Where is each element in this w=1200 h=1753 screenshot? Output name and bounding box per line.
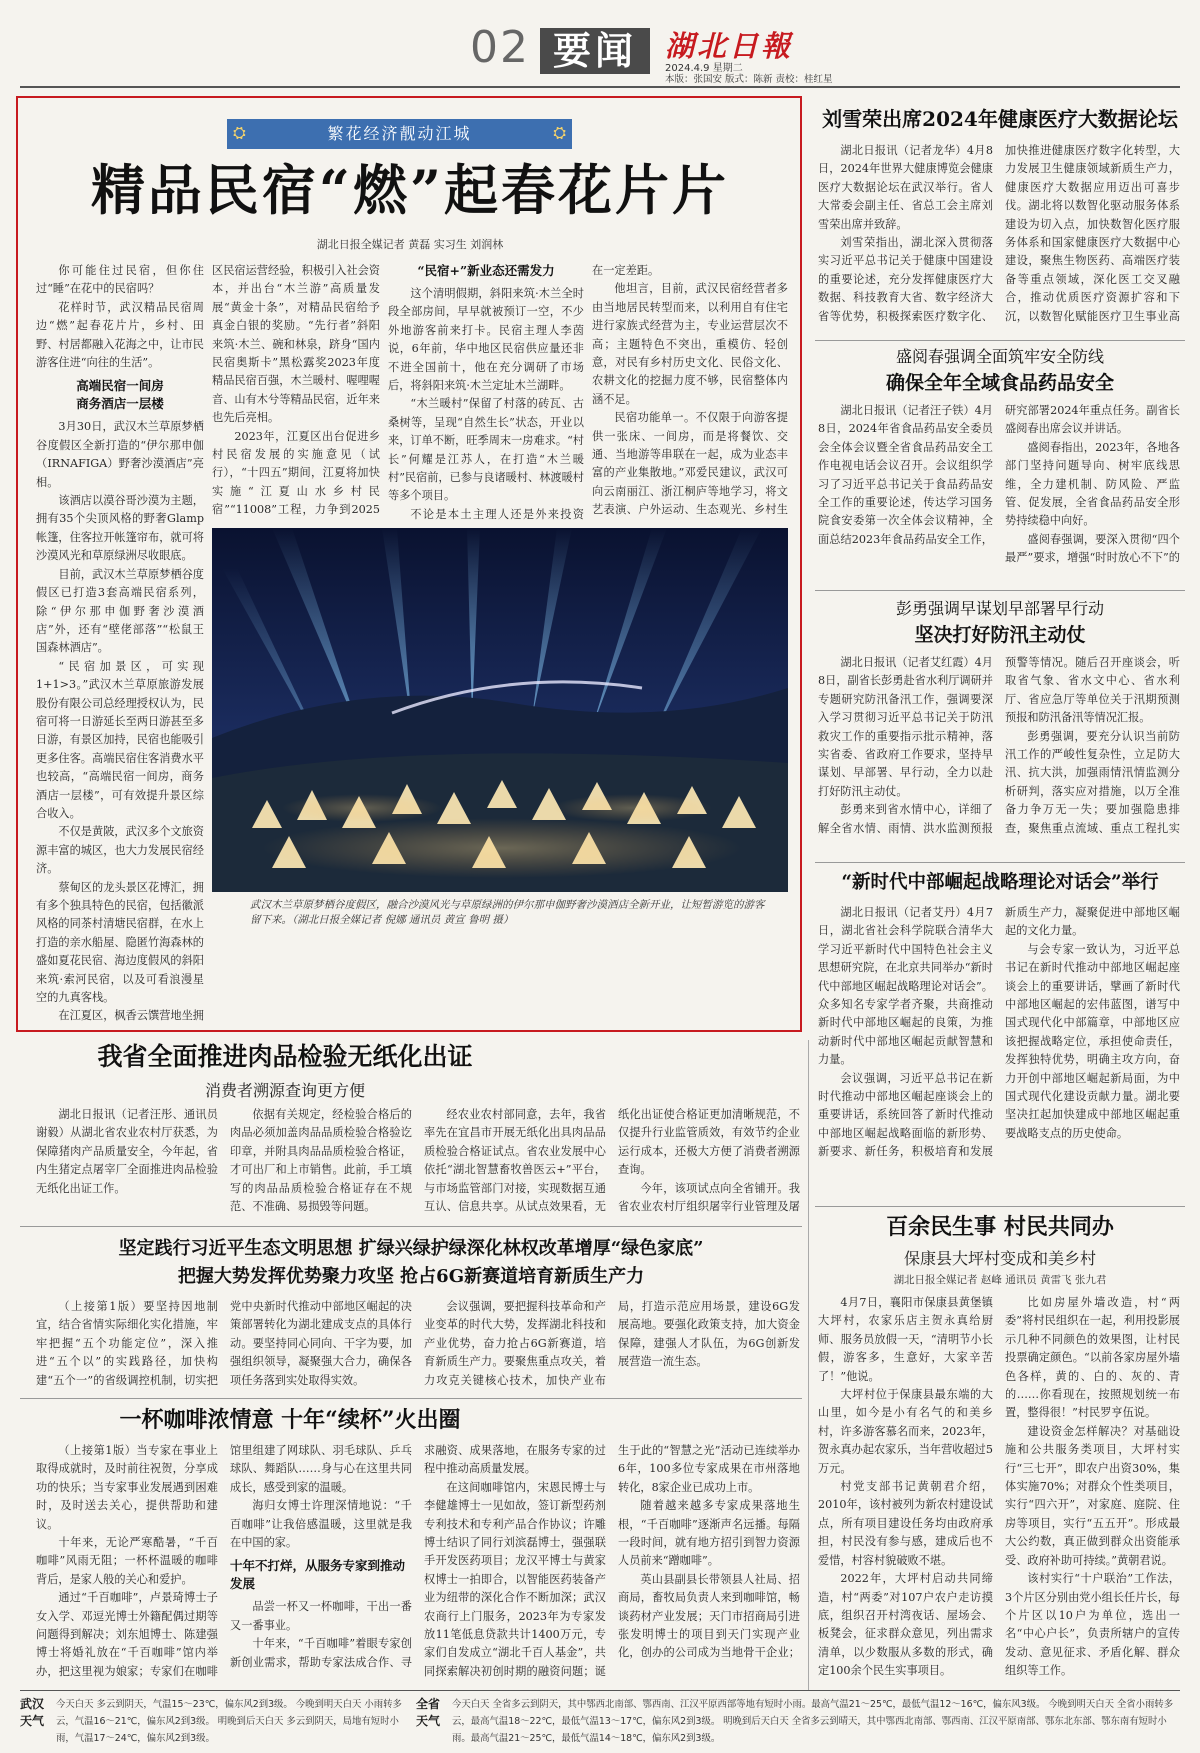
paragraph: 区民宿运营经验，积极引入社会资本，并出台“木兰游”高质量发展“黄金十条”，对精品民宿给予真金白银的奖励。“先行者”斜阳来筑·木兰、碗和林泉，跻身“国内民宿奥斯卡”黑松露奖2023年度精品民宿百强，木兰暖村、喔哩喔音、山有木兮等精品民宿，近年来也先后亮相。 [212, 264, 380, 425]
paragraph: 英山县副县长带领县人社局、招商局，畜牧局负责人来到咖啡馆，畅谈药材产业发展；天门市招商局引进张发明博士的项目到天门实现产业化，创办的公司成为当地骨干企业； [618, 1572, 800, 1660]
divider [815, 590, 1185, 591]
village-subtitle: 保康县大坪村变成和美乡村 [903, 1249, 1096, 1268]
eco-body [36, 1298, 800, 1392]
paragraph: 湖北日报讯（记者龙华）4月8日，2024年世界大健康博览会健康医疗大数据论坛在武汉举行。省人大常委会副主任、省总工会主席刘雪荣出席并致辞。 [818, 144, 993, 231]
paragraph: 会议强调，习近平总书记在新时代推动中部地区崛起座谈会上的重要讲话，系统回答了新时代推动中部地区崛起战略面临的新形势、新要求、新任务，积极培育和发展新质生产力，凝聚促进中部地区崛起的文化力量。 [818, 906, 1180, 1159]
paper-logo: 湖北日報 [665, 29, 794, 63]
kicker-text: 繁花经济靓动江城 [327, 124, 472, 143]
page-number: 02 [470, 22, 530, 73]
pavilion-icon: ⛭ [553, 123, 566, 142]
paragraph: 会议强调，要把握科技革命和产业变革的时代大势，发挥湖北科技和产业优势，奋力抢占6G新赛道，培育新质生产力。要聚焦重点攻关，着力攻克关键核心技术，加快产业布局，打造示范应用场景，建设6G发展高地。要强化政策支持，加大资金保障，建强人才队伍，为6G创新发展营造一流生态。 [424, 1300, 800, 1387]
paragraph: 湖北日报讯（记者艾红霞）4月8日，副省长彭勇赴省水利厅调研并专题研究防汛备汛工作，强调要深入学习贯彻习近平总书记关于防汛救灾工作的重要指示批示精神，落实省委、省政府工作要求，坚持早谋划、早部署、早行动，全力以赴打好防汛主动仗。 [818, 656, 993, 798]
paragraph: 刘雪荣指出，湖北深入贯彻落实习近平总书记关于健康中国建设的重要论述，充分发挥健康医疗大数据、科技教育大省、数字经济大省等优势，积极探索医疗数字化、加快推进健康医疗数字化转型，大力发展卫生健康领域新质生产力，健康医疗大数据应用迈出可喜步伐。湖北将以数智化驱动服务体系建设为切入点，加快数智化医疗服务体系和国家健康医疗大数据中心建设，聚焦生物医药、高端医疗装备等重点领域，深化医工交叉融合，推动优质医疗资源扩容和下沉，以数智化赋能医疗卫生事业高 [818, 144, 1180, 323]
coffee-body [36, 1442, 800, 1682]
paragraph: 该酒店以漠谷哥沙漠为主题，拥有35个尖顶风格的野奢Glamp帐篷，住客拉开帐篷帘布，就可将沙漠风光和草原绿洲尽收眼底。 [36, 494, 204, 563]
right3-body [818, 654, 1180, 856]
paragraph: 彭勇来到省水情中心，详细了解全省水情、雨情、洪水监测预报预警等情况。随后召开座谈会，听取省气象、省水文中心、省水利厅、省应急厅等单位关于汛期预测预报和防汛备汛等情况汇报。 [818, 656, 1180, 835]
paragraph: 通过“千百咖啡”，卢景琦博士子女入学、邓逗光博士外籍配偶过期等问题得到解决；刘东旭博士、陈建强博士将婚礼放在“千百咖啡”馆内举办，把这里视为娘家；专家们在咖啡馆里组建了网球队、羽毛球队、乒乓球队、舞蹈队……身与心在这里共同成长，感受到家的温暖。 [36, 1444, 412, 1678]
paragraph: 他坦言，目前，武汉民宿经营者多由当地居民转型而来，以利用自有住宅进行家族式经营为主，专业运营层次不高；主题特色不突出，重模仿、轻创意，对民有乡村历史文化、民俗文化、农耕文化的挖掘力度不够，民宿整体内涵不足。 [592, 282, 788, 406]
wuhan-weather-label: 武汉 天气 [20, 1697, 45, 1728]
meat-title: 我省全面推进肉品检验无纸化出证 [97, 1042, 473, 1071]
paragraph: 你可能住过民宿，但你住过“睡”在花中的民宿吗？ [36, 264, 204, 296]
kicker-banner [227, 119, 572, 149]
paragraph: 目前，武汉木兰草原梦栖谷度假区已打造3套高端民宿系列，除“伊尔那申伽野奢沙漠酒店”外，还有“壁佬部落”“松鼠王国森林酒店”。 [36, 567, 204, 655]
village-byline: 湖北日报全媒记者 赵峰 通讯员 黄雷飞 张九君 [893, 1274, 1107, 1286]
eco-title-2: 把握大势发挥优势聚力攻坚 抢占6G新赛道培育新质生产力 [177, 1266, 645, 1287]
subhead: 高端民宿一间房 商务酒店一层楼 [76, 378, 164, 412]
feature-byline: 湖北日报全媒记者 黄磊 实习生 刘润林 [316, 238, 504, 251]
right4-title: “新时代中部崛起战略理论对话会”举行 [841, 872, 1159, 893]
right1-title: 刘雪荣出席2024年健康医疗大数据论坛 [822, 107, 1178, 131]
feature-photo [212, 528, 788, 892]
pavilion-icon: ⛭ [233, 123, 246, 142]
meat-subtitle: 消费者溯源查询更方便 [204, 1081, 365, 1100]
paragraph: 不论是本土主理人还是外来投资 [410, 507, 584, 520]
weather-strip [20, 1694, 1180, 1748]
paragraph: 花样时节，武汉精品民宿周边“燃”起春花片片，乡村、田野、村居都融入花海之中，让市民游客住进“向往的生活”。 [36, 300, 204, 370]
paragraph: 不仅是黄陂，武汉多个文旅资源丰富的城区，也大力发展民宿经济。 [36, 825, 204, 876]
divider [815, 1206, 1185, 1207]
right1-body [818, 142, 1180, 334]
paragraph: 品尝一杯又一杯咖啡，干出一番又一番事业。 [230, 1600, 412, 1632]
meat-body [36, 1106, 800, 1220]
paragraph: 3月30日，武汉木兰草原梦栖谷度假区全新打造的“伊尔那申伽（IRNAFIGA）野奢沙漠酒店”亮相。 [36, 420, 204, 489]
paragraph: 该村实行“十户联治”工作法，3个片区分别由党小组长任片长，每个片区以10户为单位，选出一名“中心户长”，负责所辖户的宣传发动、意见征求、矛盾化解、群众组织等工作。 [1005, 1572, 1180, 1678]
paragraph: （上接第1版）当专家在事业上取得成就时，及时前往祝贺，分享成功的快乐；当专家事业发展遇到困难时，及时送去关心，提供帮助和建议。 [36, 1444, 218, 1531]
masthead-rule [20, 86, 1180, 88]
feature-col3 [388, 262, 584, 520]
hubei-weather: 今天白天 全省多云到阴天，其中鄂西北南部、鄂西南、江汉平原西部等地有短时小雨。最高气温21～25℃，最低气温12～16℃，偏东风3级。 今晚到明天白天 全省小雨转多云，最高气温18～22℃，最低气温13～17℃，偏东风2到3级。 明晚到后天白天 全省多云到晴天，其中鄂西北南部、鄂西南、江汉平原南部、鄂东北东部、鄂东南有短时小雨。最高气温21～25℃，最低气温14～18℃，偏东风2到3级。 [452, 1699, 1174, 1744]
paragraph: “木兰暖村”保留了村落的砖瓦、古桑树等，呈现“自然生长”状态，开业以来，订单不断，旺季周末一房难求。“村长”何耀是江苏人，在打造“木兰暖村”民宿前，已参与良诸暖村、林渡暖村等多个项目。 [388, 397, 584, 503]
paragraph: 村党支部书记黄朝君介绍，2010年，该村被列为新农村建设试点，所有项目建设任务均由政府承担，村民没有参与感，建成后也不爱惜，村容村貌破败不堪。 [818, 1480, 993, 1567]
wuhan-weather: 今天白天 多云到阴天，气温15～23℃，偏东风2到3级。 今晚到明天白天 小雨转多云，气温16～21℃，偏东风2到3级。 明晚到后天白天 多云到阴天，局地有短时小雨，气温17～24℃，偏东风2到3级。 [56, 1699, 402, 1744]
paragraph: 与会专家一致认为，习近平总书记在新时代推动中部地区崛起座谈会上的重要讲话，擘画了新时代中部地区崛起的宏伟蓝图，谱写中国式现代化中部篇章，中部地区应该把握战略定位，承担使命责任，发挥独特优势，明确主攻方向，奋力开创中部地区崛起新局面，为中国式现代化建设贡献力量。湖北要坚决扛起加快建成中部地区崛起重要战略支点的历史使命。 [1005, 942, 1180, 1140]
right2-body [818, 402, 1180, 584]
paragraph: 在江夏区，枫香云馔营地坐拥 [58, 1009, 204, 1022]
paragraph: 比如房屋外墙改造，村“两委”将村民组织在一起，利用投影展示几种不同颜色的效果图，让村民投票确定颜色。“以前各家房屋外墙色各样，黄的、白的、灰的、青的……你看现在，按照规划统一布置，整得很！”村民罗亨伍说。 [1005, 1296, 1180, 1420]
paragraph: 湖北日报讯（记者汪子铁）4月8日，2024年省食品药品安全委员会全体会议暨全省食品药品安全工作电视电话会议召开。会议组织学习了习近平总书记关于食品药品安全工作的重要论述，传达学习国务院食安委第一次全体会议精神，全面总结2023年食品药品安全工作，研究部署2024年重点任务。副省长盛阅春出席会议并讲话。 [818, 404, 1180, 546]
subhead: “民宿+”新业态还需发力 [417, 263, 555, 278]
paragraph: 在这间咖啡馆内，宋恩民博士与李健雄博士一见如故，签订新型药剂专利技术和专利产品合作协议；许雕博士结识了同行刘滨磊博士，强强联手开发医药项目；龙汉平博士与黄家权博士一拍即合，以智能医药装备产业为纽带的深化合作不断加深；武汉农商行上门服务，2023年为专家发放11笔低息贷款共计1400万元，专家们自发成立“湖北千百人基金”，共同探索解决初创时期的融资问题；诞生于此的“智慧之光”活动已连续举办6年，100多位专家成果在市州落地转化，8家企业已成功上市。 [424, 1444, 800, 1678]
feature-col4 [592, 262, 788, 520]
photo-caption: 武汉木兰草原梦栖谷度假区，融合沙漠风光与草原绿洲的伊尔那申伽野奢沙漠酒店全新开业，让短暂游览的游客留下来。（湖北日报全媒记者 倪娜 通讯员 黄宣 鲁明 摄） [250, 899, 765, 926]
paragraph: 民宿功能单一。不仅限于向游客提供一张床、一间房，而是将餐饮、交通、当地游等串联在一起，成为业态丰富的产业集散地。”邓爱民建议，武汉可向云南丽江、浙江桐庐等地学习，将文艺表演、户外运动、生态观光、乡村生 [592, 411, 788, 517]
paragraph: 大坪村位于保康县最东端的大山里，如今是小有名气的和美乡村，许多游客慕名而来，2023年，贺永真办起农家乐，当年营收超过5万元。 [818, 1388, 993, 1475]
paragraph: 盛阅春强调，要深入贯彻“四个最严”要求，增强“时时放心不下”的 [1005, 532, 1180, 565]
paragraph: 依据有关规定，经检验合格后的肉品必须加盖肉品品质检验合格验讫印章，并附具肉品品质检验合格证，才可出厂和上市销售。此前，手工填写的肉品品质检验合格证存在不规范、不准确、易损毁等问题。 [230, 1108, 412, 1214]
paragraph: 这个清明假期，斜阳来筑·木兰全时段全部房间，早早就被预订一空，不少外地游客前来打卡。民宿主理人李茵说，6年前，华中地区民宿供应量还非不进全国前十，他在充分调研了市场后，将斜阳来筑·木兰定址木兰湖畔。 [388, 287, 584, 393]
subhead: 十年不打烊，从服务专家到推动发展 [230, 1558, 406, 1592]
divider [815, 340, 1185, 341]
paragraph: 今年，该项试点向全省铺开。我省农业农村厅组织屠宰行业管理及屠 [618, 1181, 800, 1214]
issue-date: 2024.4.9 星期二 [665, 63, 743, 74]
paragraph: 海归女博士许理深情地说：“千百咖啡”让我倍感温暖，这里就是我在中国的家。 [230, 1499, 412, 1550]
right4-body [818, 904, 1180, 1200]
paragraph: 蔡甸区的龙头景区花博汇，拥有多个独具特色的民宿，包括徽派风格的同茶村清塘民宿群，在水上打造的亲水船屋、隐匿竹海森林的盛如夏花民宿、海边度假风的斜阳来筑·索河民宿，以及可看浪漫星空的九真客栈。 [36, 880, 204, 1005]
paragraph: 十年来，“千百咖啡”着眼专家创新创业需求，帮助专家法成合作、寻求融资、成果落地，在服务专家的过程中推动高质量发展。 [230, 1444, 606, 1669]
divider [20, 1226, 802, 1227]
village-title: 百余民生事 村民共同办 [886, 1214, 1114, 1240]
paragraph: 盛阅春指出，2023年，各地各部门坚持问题导向、树牢底线思维，全力建机制、防风险、严监管、促发展，全省食品药品安全形势持续稳中向好。 [1005, 440, 1180, 528]
feature-title: 精品民宿“燃”起春花片片 [90, 158, 730, 222]
editors-line: 本版：张国安 版式：陈新 责校：桂红星 [665, 74, 833, 85]
feature-col2 [212, 262, 380, 520]
paragraph: 十年来，无论严寒酷暑，“千百咖啡”风雨无阻；一杯杯温暖的咖啡背后，是家人般的关心和爱护。 [36, 1536, 218, 1586]
paragraph: 随着越来越多专家成果落地生根，“千百咖啡”逐渐声名远播。每隔一段时间，就有地方招引到智力资源人员前来“蹭咖啡”。 [618, 1499, 800, 1568]
right2-title-main: 确保全年全域食品药品安全 [885, 372, 1114, 394]
eco-title-1: 坚定践行习近平生态文明思想 扩绿兴绿护绿深化林权改革增厚“绿色家底” [118, 1238, 704, 1259]
paragraph: “民宿加景区，可实现1+1>3。”武汉木兰草原旅游发展股份有限公司总经理授权认为，民宿可将一日游延长至两日游甚至多日游，有景区加持，民宿也能吸引更多住客。高端民宿住客消费水平也较高，“高端民宿一间房，商务酒店一层楼”，可有效提升景区综合收入。 [36, 659, 204, 820]
paragraph: 湖北日报讯（记者汪彤、通讯员谢毅）从湖北省农业农村厅获悉，为保障猪肉产品质量安全，今年起，省内生猪定点屠宰厂全面推进肉品检验无纸化出证工作。 [36, 1108, 218, 1195]
hubei-weather-label: 全省 天气 [416, 1697, 441, 1728]
divider [815, 862, 1185, 863]
paragraph: 彭勇强调，要充分认识当前防汛工作的严峻性复杂性，立足防大汛、抗大洪，加强雨情汛情监测分析研判，落实应对措施，以万全准备力争万无一失；要加强隐患排查，聚焦重点流域、重点工程扎实 [1005, 729, 1180, 835]
paragraph: 在一定差距。 [592, 264, 660, 277]
section-label: 要闻 [540, 28, 650, 74]
feature-col1 [36, 262, 204, 1022]
divider [20, 1398, 802, 1399]
column-divider [808, 1040, 809, 1690]
village-body [818, 1294, 1180, 1682]
paragraph: 2022年，大坪村启动共同缔造，村“两委”对107户农户走访摸底，组织召开村湾夜话、屋场会、板凳会，征求群众意见，列出需求清单，以少数服从多数的形式，确定100余个民生实事项目。 [818, 1572, 993, 1678]
right3-title-top: 彭勇强调早谋划早部署早行动 [895, 599, 1104, 618]
paragraph: 经农业农村部同意，去年，我省率先在宜昌市开展无纸化出具肉品品质检验合格证试点。省农业发展中心依托“湖北智慧畜牧兽医云+”平台，与市场监管部门对接，实现数据互通互认、信息共享。从试点效果看，无纸化出证使合格证更加清晰规范，不仅提升行业监管质效，有效节约企业运行成本，还极大方便了消费者溯源查询。 [424, 1108, 800, 1214]
weather-rule [20, 1690, 1180, 1691]
coffee-title: 一杯咖啡浓情意 十年“续杯”火出圈 [119, 1407, 461, 1433]
paragraph: 建设资金怎样解决？对基础设施和公共服务类项目，大坪村实行“三七开”，即农户出资30%，集体实施70%；对群众个性类项目，实行“四六开”，对家庭、庭院、住房等项目，实行“五五开”。形成最大公约数，真正做到群众出资能承受、政府补助可持续。”黄朝君说。 [1005, 1424, 1180, 1567]
right3-title-main: 坚决打好防汛主动仗 [914, 624, 1086, 646]
masthead [0, 0, 1200, 85]
paragraph: （上接第1版）要坚持因地制宜，结合省情实际细化实化措施，牢牢把握“五个功能定位”，深入推进“五个以”的实践路径，加快构建“五个一”的省级调控机制，切实把党中央新时代推动中部地区崛起的决策部署转化为湖北建成支点的具体行动。要坚持同心同向、干字为要，加强组织领导，凝聚强大合力，确保各项任务落到实处取得实效。 [36, 1300, 412, 1387]
paragraph: 4月7日，襄阳市保康县黄堡镇大坪村，农家乐店主贺永真给厨师、服务员放假一天，“清明节小长假，游客多，生意好，大家辛苦了！”他说。 [818, 1296, 993, 1383]
right2-title-top: 盛阅春强调全面筑牢安全防线 [895, 347, 1104, 366]
paragraph: 湖北日报讯（记者艾丹）4月7日，湖北省社会科学院联合清华大学习近平新时代中国特色社会主义思想研究院，在北京共同举办“新时代中部地区崛起战略理论对话会”。众多知名专家学者齐聚，共商推动新时代中部地区崛起的良策，为推动新时代中部地区崛起贡献智慧和力量。 [818, 906, 993, 1067]
paragraph: 2023年，江夏区出台促进乡村民宿发展的实施意见（试行），“十四五”期间，江夏将加快实施“江夏山水乡村民宿”“11008”工程，力争到2025 [212, 429, 380, 517]
photo-resort-night [212, 528, 788, 892]
